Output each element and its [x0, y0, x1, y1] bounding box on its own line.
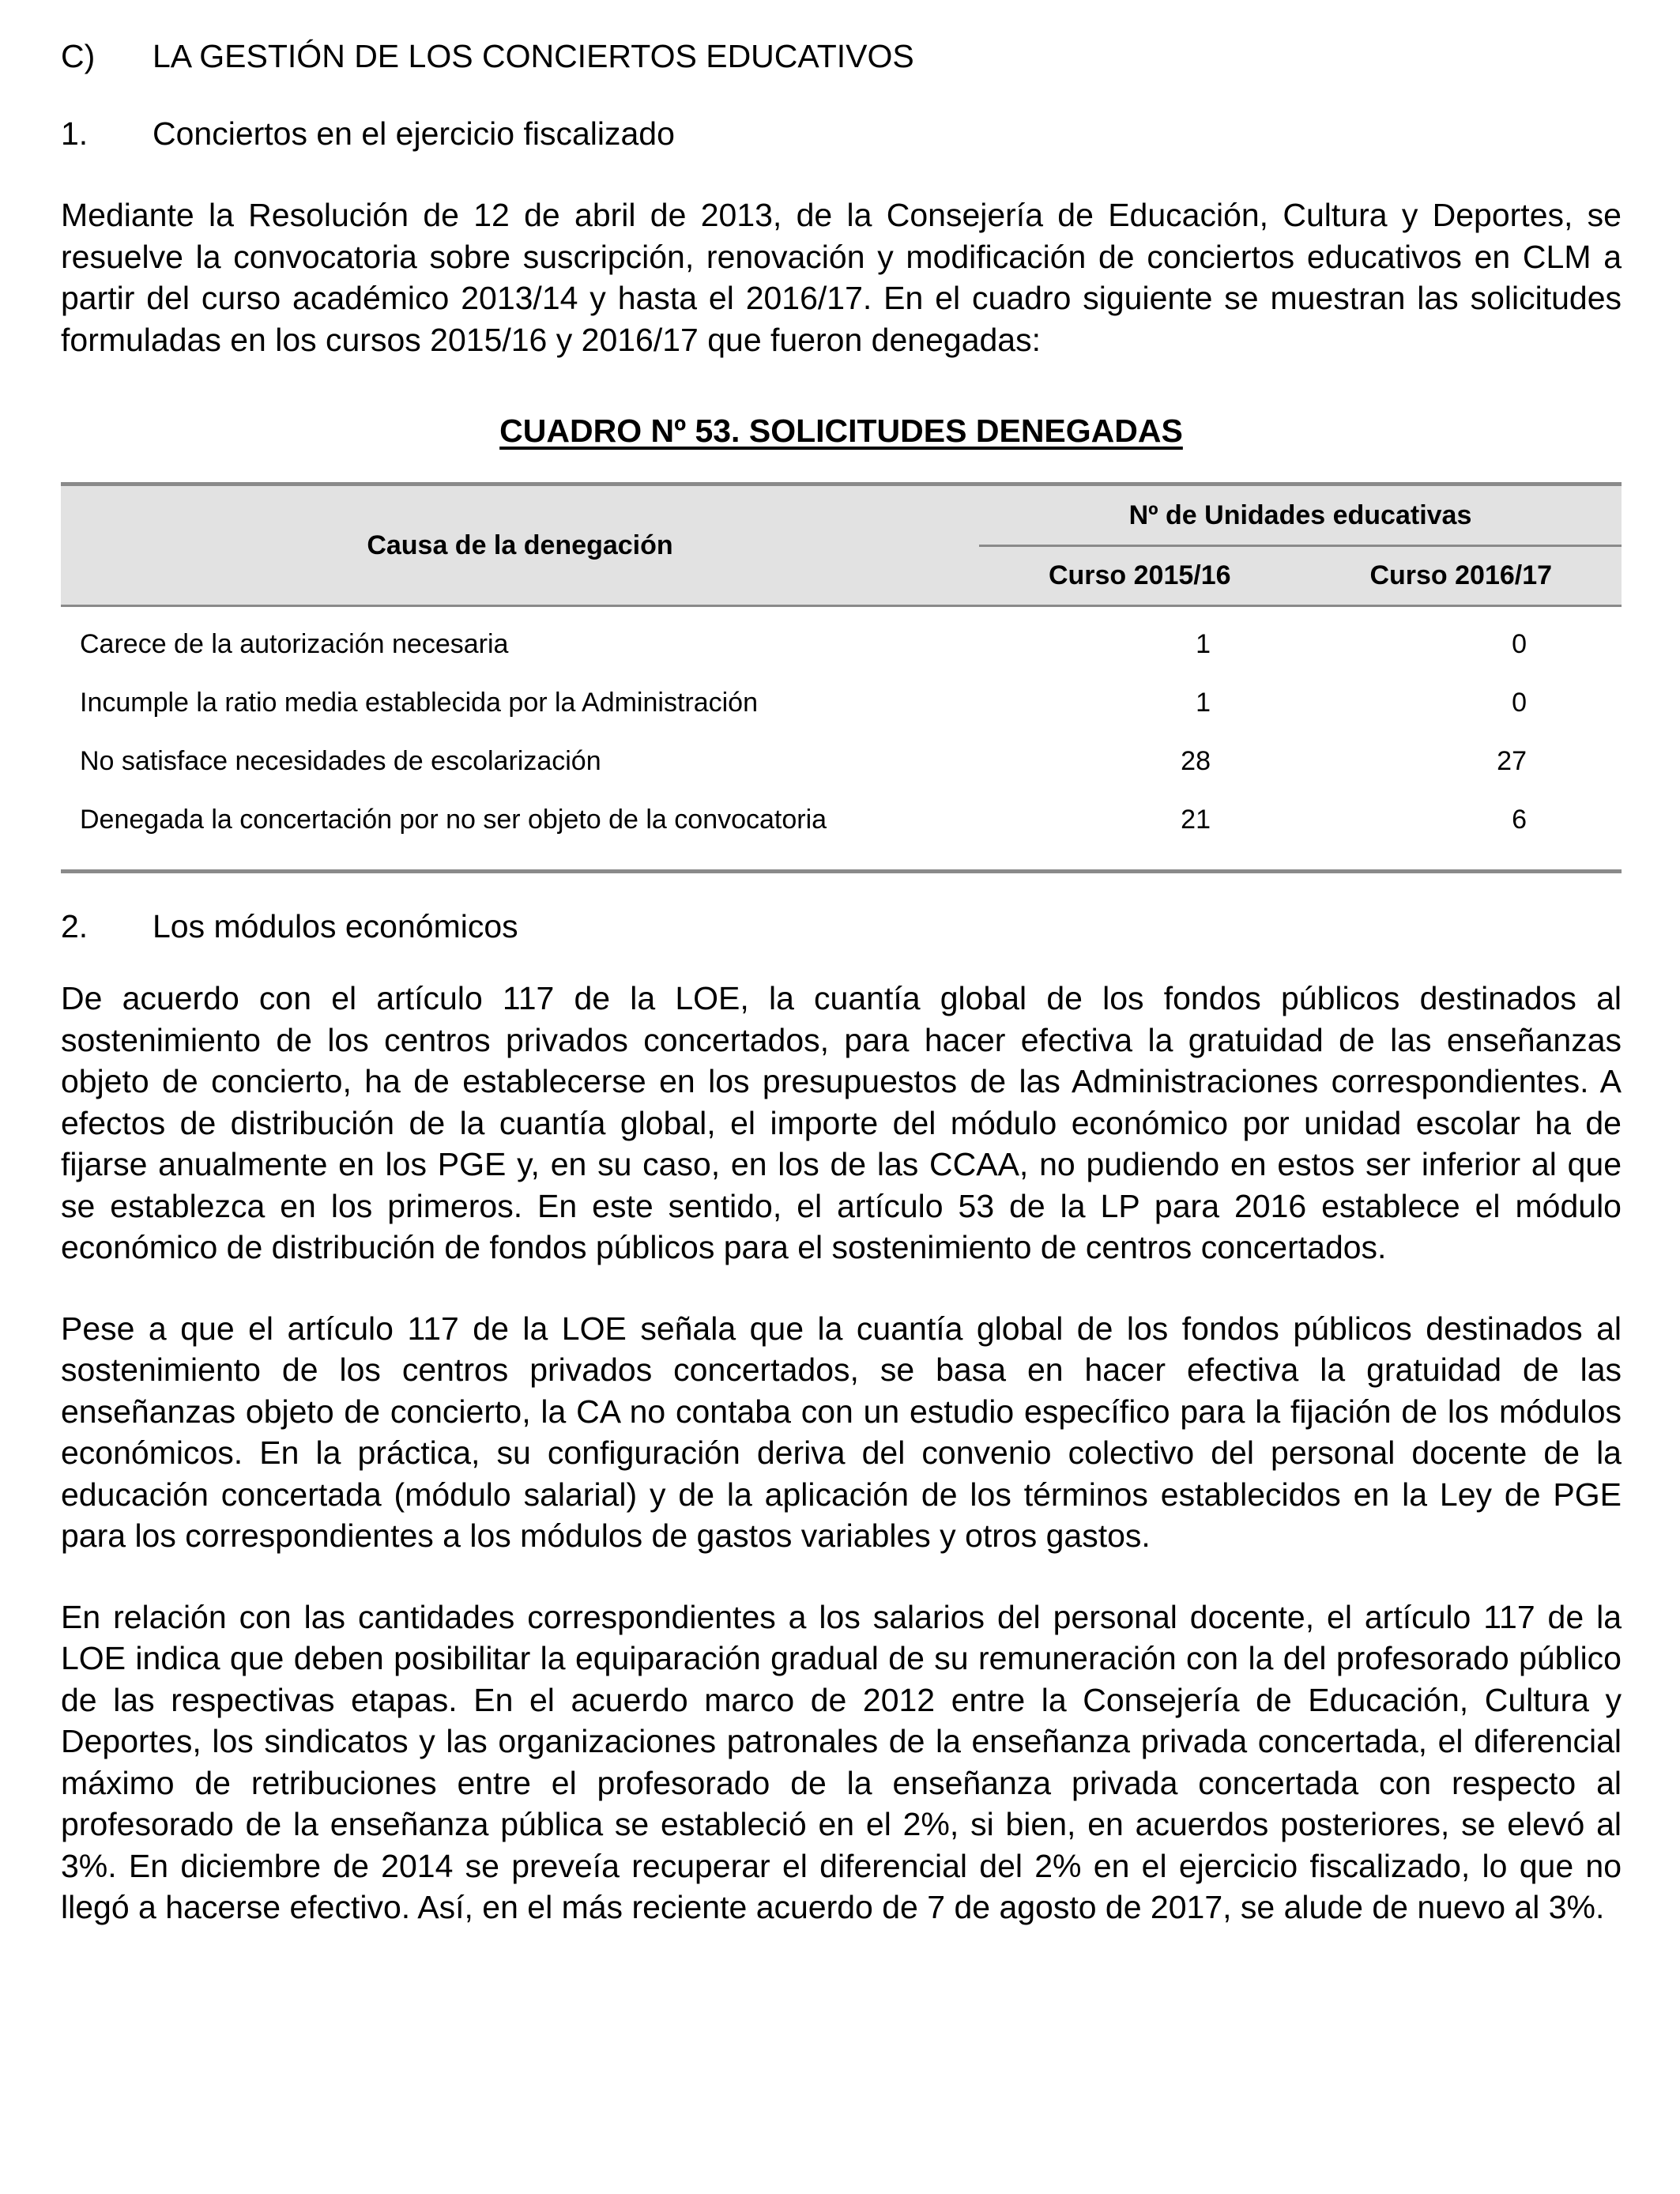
row-cause: No satisface necesidades de escolarización	[80, 745, 601, 776]
header-units: Nº de Unidades educativas	[979, 486, 1622, 547]
table-row	[61, 673, 1622, 732]
section-c-label: C)	[61, 38, 96, 74]
table-row	[61, 790, 1622, 849]
paragraph-1: Mediante la Resolución de 12 de abril de 2013, de la Consejería de Educación, Cultura y Deportes, se resuelve la convocatoria sobre suscripción, renovación y modificación de conciertos educativos en CLM a partir del curso académico 2013/14 y hasta el 2016/17. En el cuadro siguiente se muestran las solicitudes formuladas en los cursos 2015/16 y 2016/17 que fueron denegadas:	[61, 197, 1622, 358]
row-value-2016: 6	[1512, 804, 1527, 835]
header-year-2016: Curso 2016/17	[1369, 560, 1553, 590]
section-2-heading	[61, 907, 1622, 946]
row-cause: Incumple la ratio media establecida por la Administración	[80, 687, 759, 718]
row-cause: Denegada la concertación por no ser objeto de la convocatoria	[80, 804, 827, 835]
row-value-2016: 27	[1497, 745, 1527, 776]
table-body	[61, 607, 1622, 869]
denied-requests-table	[61, 482, 1622, 873]
header-cause: Causa de la denegación	[367, 530, 673, 560]
table-row	[61, 615, 1622, 673]
paragraph-4: En relación con las cantidades correspondientes a los salarios del personal docente, el artículo 117 de la LOE indica que deben posibilitar la equiparación gradual de su remuneración con la del profesorado público de las respectivas etapas. En el acuerdo marco de 2012 entre la Consejería de Educación, Cultura y Deportes, los sindicatos y las organizaciones patronales de la enseñanza privada concertada, el diferencial máximo de retribuciones entre el profesorado de la enseñanza privada concertada con respecto al profesorado de la enseñanza pública se estableció en el 2%, si bien, en acuerdos posteriores, se elevó al 3%. En diciembre de 2014 se preveía recuperar el diferencial del 2% en el ejercicio fiscalizado, lo que no llegó a hacerse efectivo. Así, en el más reciente acuerdo de 7 de agosto de 2017, se alude de nuevo al 3%.	[61, 1598, 1622, 1925]
section-1-heading	[61, 114, 1622, 153]
row-value-2016: 0	[1512, 687, 1527, 718]
section-1-title: Conciertos en el ejercicio fiscalizado	[153, 115, 675, 152]
table-header	[61, 486, 1622, 607]
paragraph-3: Pese a que el artículo 117 de la LOE señala que la cuantía global de los fondos públicos destinados al sostenimiento de los centros privados concertados, se basa en hacer efectiva la gratuidad de las enseñanzas objeto de concierto, la CA no contaba con un estudio específico para la fijación de los módulos económicos. En la práctica, su configuración deriva del convenio colectivo del personal docente de la educación concertada (módulo salarial) y de la aplicación de los términos establecidos en la Ley de PGE para los correspondientes a los módulos de gastos variables y otros gastos.	[61, 1310, 1622, 1554]
document-page	[61, 36, 1622, 1928]
section-1-number: 1.	[61, 115, 89, 152]
row-value-2015: 1	[1196, 628, 1211, 659]
table-row	[61, 732, 1622, 790]
row-cause: Carece de la autorización necesaria	[80, 628, 509, 659]
section-2-number: 2.	[61, 908, 89, 944]
section-c-heading	[61, 36, 1622, 76]
row-value-2015: 28	[1181, 745, 1211, 776]
header-years	[979, 547, 1622, 605]
paragraph-2: De acuerdo con el artículo 117 de la LOE, la cuantía global de los fondos públicos destinados al sostenimiento de los centros privados concertados, para hacer efectiva la gratuidad de las enseñanzas objeto de concierto, ha de establecerse en los presupuestos de las Administraciones correspondientes. A efectos de distribución de la cuantía global, el importe del módulo económico por unidad escolar ha de fijarse anualmente en los PGE y, en su caso, en los de las CCAA, no pudiendo en estos ser inferior al que se establezca en los primeros. En este sentido, el artículo 53 de la LP para 2016 establece el módulo económico de distribución de fondos públicos para el sostenimiento de centros concertados.	[61, 980, 1622, 1265]
header-units-group	[979, 486, 1622, 605]
header-year-2015: Curso 2015/16	[1048, 560, 1231, 590]
row-value-2015: 1	[1196, 687, 1211, 718]
row-value-2016: 0	[1512, 628, 1527, 659]
table-title: CUADRO Nº 53. SOLICITUDES DENEGADAS	[499, 413, 1183, 449]
section-2-title: Los módulos económicos	[153, 908, 518, 944]
row-value-2015: 21	[1181, 804, 1211, 835]
section-c-title: LA GESTIÓN DE LOS CONCIERTOS EDUCATIVOS	[153, 38, 914, 74]
